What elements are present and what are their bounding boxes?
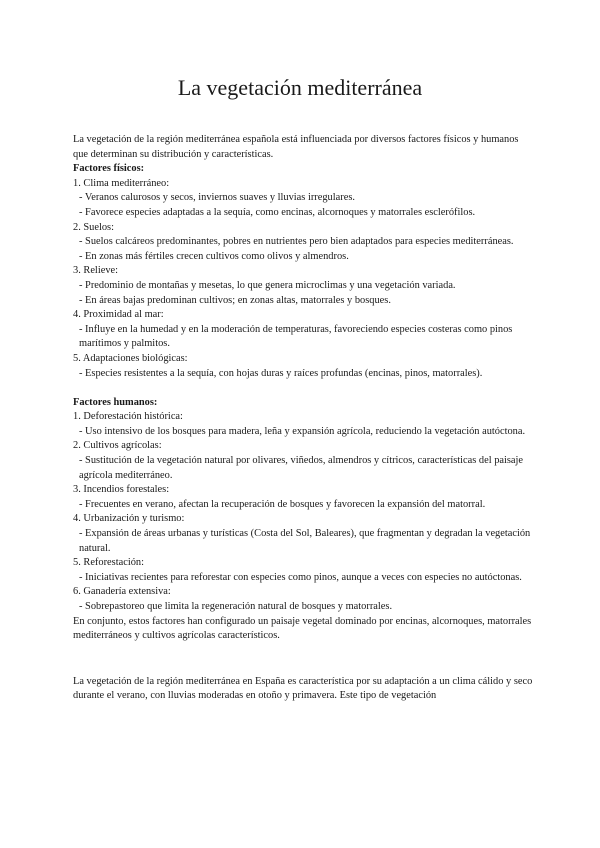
conclusion-paragraph: En conjunto, estos factores han configurado un paisaje vegetal dominado por encinas, alcornoques, matorrales mediterráneos y cultivos agrícolas característicos. [73,615,532,642]
item-bullet: - Suelos calcáreos predominantes, pobres en nutrientes pero bien adaptados para especies mediterráneas. [79,236,514,248]
item-bullet: - Expansión de áreas urbanas y turísticas (Costa del Sol, Baleares), que fragmentan y degradan la vegetación natural. [79,528,531,554]
item-label: 1. Deforestación histórica: [73,411,183,423]
closing-paragraph: La vegetación de la región mediterránea en España es característica por su adaptación a un clima cálido y seco durante el verano, con lluvias moderadas en otoño y primavera. Este tipo de vegetación [73,675,533,702]
list-item [73,221,533,265]
item-bullet: - Iniciativas recientes para reforestar con especies como pinos, aunque a veces con especies no autóctonas. [79,571,522,583]
list-item [73,264,533,308]
item-bullet: - Sustitución de la vegetación natural por olivares, viñedos, almendros y cítricos, características del paisaje agrícola mediterráneo. [79,455,524,481]
list-item [73,556,533,585]
list-item [73,352,533,381]
item-bullet: - Especies resistentes a la sequía, con hojas duras y raíces profundas (encinas, pinos, matorrales). [79,367,483,379]
item-bullet: - Influye en la humedad y en la moderación de temperaturas, favoreciendo especies costeras como pinos marítimos y palmitos. [79,323,513,350]
item-bullet: - En áreas bajas predominan cultivos; en zonas altas, matorrales y bosques. [79,294,391,306]
physical-factors-list [73,177,533,381]
item-bullet: - Predominio de montañas y mesetas, lo que genera microclimas y una vegetación variada. [79,279,456,291]
item-label: 5. Reforestación: [73,557,144,569]
item-label: 2. Suelos: [73,221,114,233]
item-label: 4. Proximidad al mar: [73,309,164,321]
item-bullet: - Favorece especies adaptadas a la sequía, como encinas, alcornoques y matorrales esclerófilos. [79,206,476,218]
list-item [73,308,533,352]
item-bullet: - Sobrepastoreo que limita la regeneración natural de bosques y matorrales. [79,601,393,612]
list-item [73,483,533,512]
list-item [73,512,533,556]
item-bullet: - Uso intensivo de los bosques para madera, leña y expansión agrícola, reduciendo la vegetación autóctona. [79,425,526,437]
item-label: 6. Ganadería extensiva: [73,586,171,598]
item-label: 3. Incendios forestales: [73,484,170,496]
list-item [73,410,533,439]
intro-paragraph: La vegetación de la región mediterránea española está influenciada por diversos factores físicos y humanos que determinan su distribución y características. [73,134,519,160]
list-item [73,177,533,221]
item-bullet: - Veranos calurosos y secos, inviernos suaves y lluvias irregulares. [79,192,355,204]
spacer [73,381,533,396]
human-factors-list [73,410,533,614]
item-bullet: - Frecuentes en verano, afectan la recuperación de bosques y favorecen la expansión del matorral. [79,498,486,510]
list-item [73,585,533,614]
document-body [73,133,533,704]
spacer [73,644,533,675]
item-label: 3. Relieve: [73,265,119,277]
human-factors-heading: Factores humanos: [73,396,158,408]
physical-factors-heading: Factores físicos: [73,163,145,175]
item-bullet: - En zonas más fértiles crecen cultivos como olivos y almendros. [79,250,349,262]
page-title: La vegetación mediterránea [177,75,423,100]
item-label: 4. Urbanización y turismo: [73,513,185,525]
item-label: 2. Cultivos agrícolas: [73,440,162,452]
item-label: 1. Clima mediterráneo: [73,177,170,189]
list-item [73,439,533,483]
item-label: 5. Adaptaciones biológicas: [73,352,188,364]
